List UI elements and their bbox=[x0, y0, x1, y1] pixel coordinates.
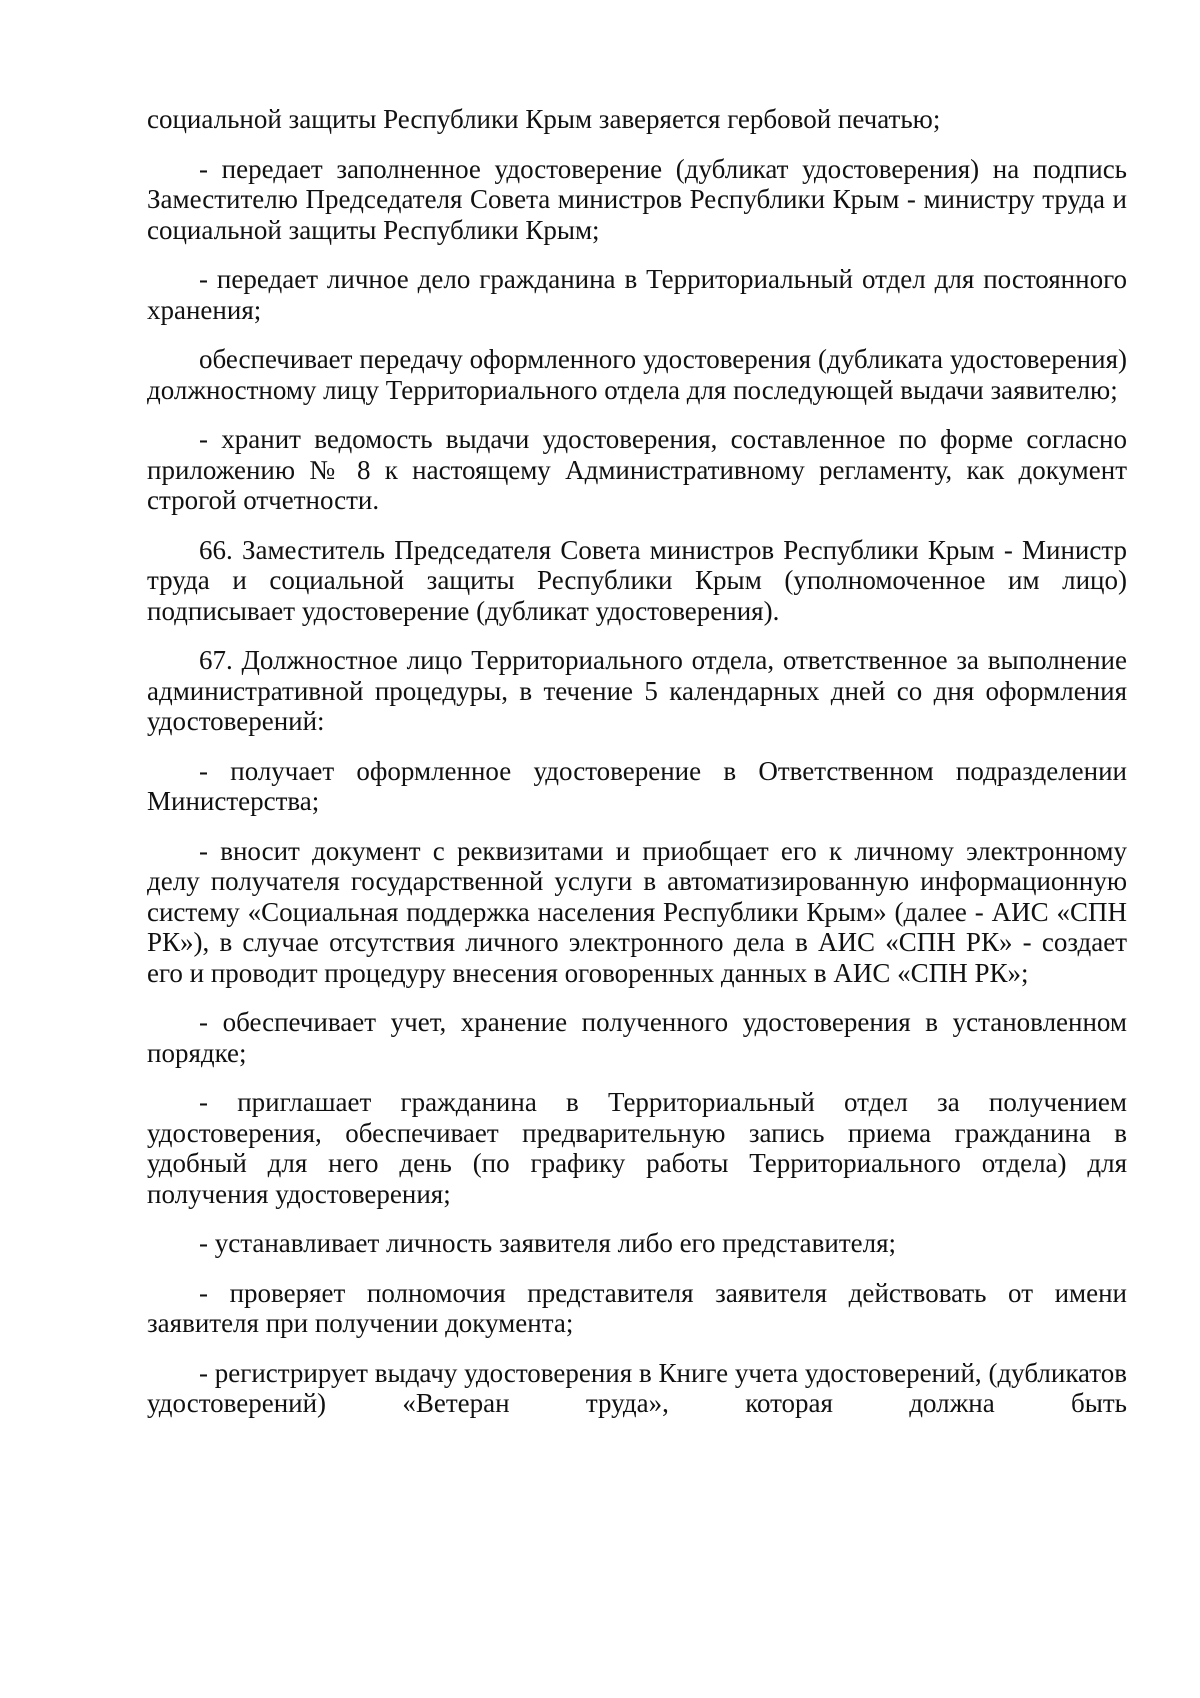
paragraph-7: 67. Должностное лицо Территориального отдела, ответственное за выполнение административной процедуры, в течение 5 календарных дней со дня оформления удостоверений: bbox=[147, 645, 1127, 736]
paragraph-3: - передает личное дело гражданина в Территориальный отдел для постоянного хранения; bbox=[147, 264, 1127, 325]
paragraph-1: социальной защиты Республики Крым заверяется гербовой печатью; bbox=[147, 104, 941, 134]
paragraph-8: - получает оформленное удостоверение в Ответственном подразделении Министерства; bbox=[147, 755, 1127, 816]
paragraph-12: - устанавливает личность заявителя либо его представителя; bbox=[199, 1228, 896, 1258]
paragraph-6: 66. Заместитель Председателя Совета министров Республики Крым - Министр труда и социальной защиты Республики Крым (уполномоченное им лицо) подписывает удостоверение (дубликат удостоверения). bbox=[147, 534, 1127, 626]
document-page bbox=[147, 104, 1127, 1438]
paragraph-9: - вносит документ с реквизитами и приобщает его к личному электронному делу получателя государственной услуги в автоматизированную информационную систему «Социальная поддержка населения Республики Крым» (далее - АИС «СПН РК»), в случае отсутствия личного электронного дела в АИС «СПН РК» - создает его и проводит процедуру внесения оговоренных данных в АИС «СПН РК»; bbox=[147, 835, 1127, 988]
paragraph-14: - регистрирует выдачу удостоверения в Книге учета удостоверений, (дубликатов удостоверений) «Ветеран труда», которая должна быть bbox=[147, 1357, 1127, 1418]
paragraph-5: - хранит ведомость выдачи удостоверения, составленное по форме согласно приложению № 8 к настоящему Административному регламенту, как документ строгой отчетности. bbox=[147, 424, 1127, 515]
paragraph-10: - обеспечивает учет, хранение полученного удостоверения в установленном порядке; bbox=[147, 1007, 1127, 1068]
paragraph-4: обеспечивает передачу оформленного удостоверения (дубликата удостоверения) должностному лицу Территориального отдела для последующей выдачи заявителю; bbox=[147, 344, 1127, 405]
paragraph-11: - приглашает гражданина в Территориальный отдел за получением удостоверения, обеспечивает предварительную запись приема гражданина в удобный для него день (по графику работы Территориального отдела) для получения удостоверения; bbox=[147, 1087, 1127, 1209]
paragraph-2: - передает заполненное удостоверение (дубликат удостоверения) на подпись Заместителю Председателя Совета министров Республики Крым - министру труда и социальной защиты Республики Крым; bbox=[147, 153, 1127, 245]
paragraph-13: - проверяет полномочия представителя заявителя действовать от имени заявителя при получении документа; bbox=[147, 1277, 1127, 1338]
